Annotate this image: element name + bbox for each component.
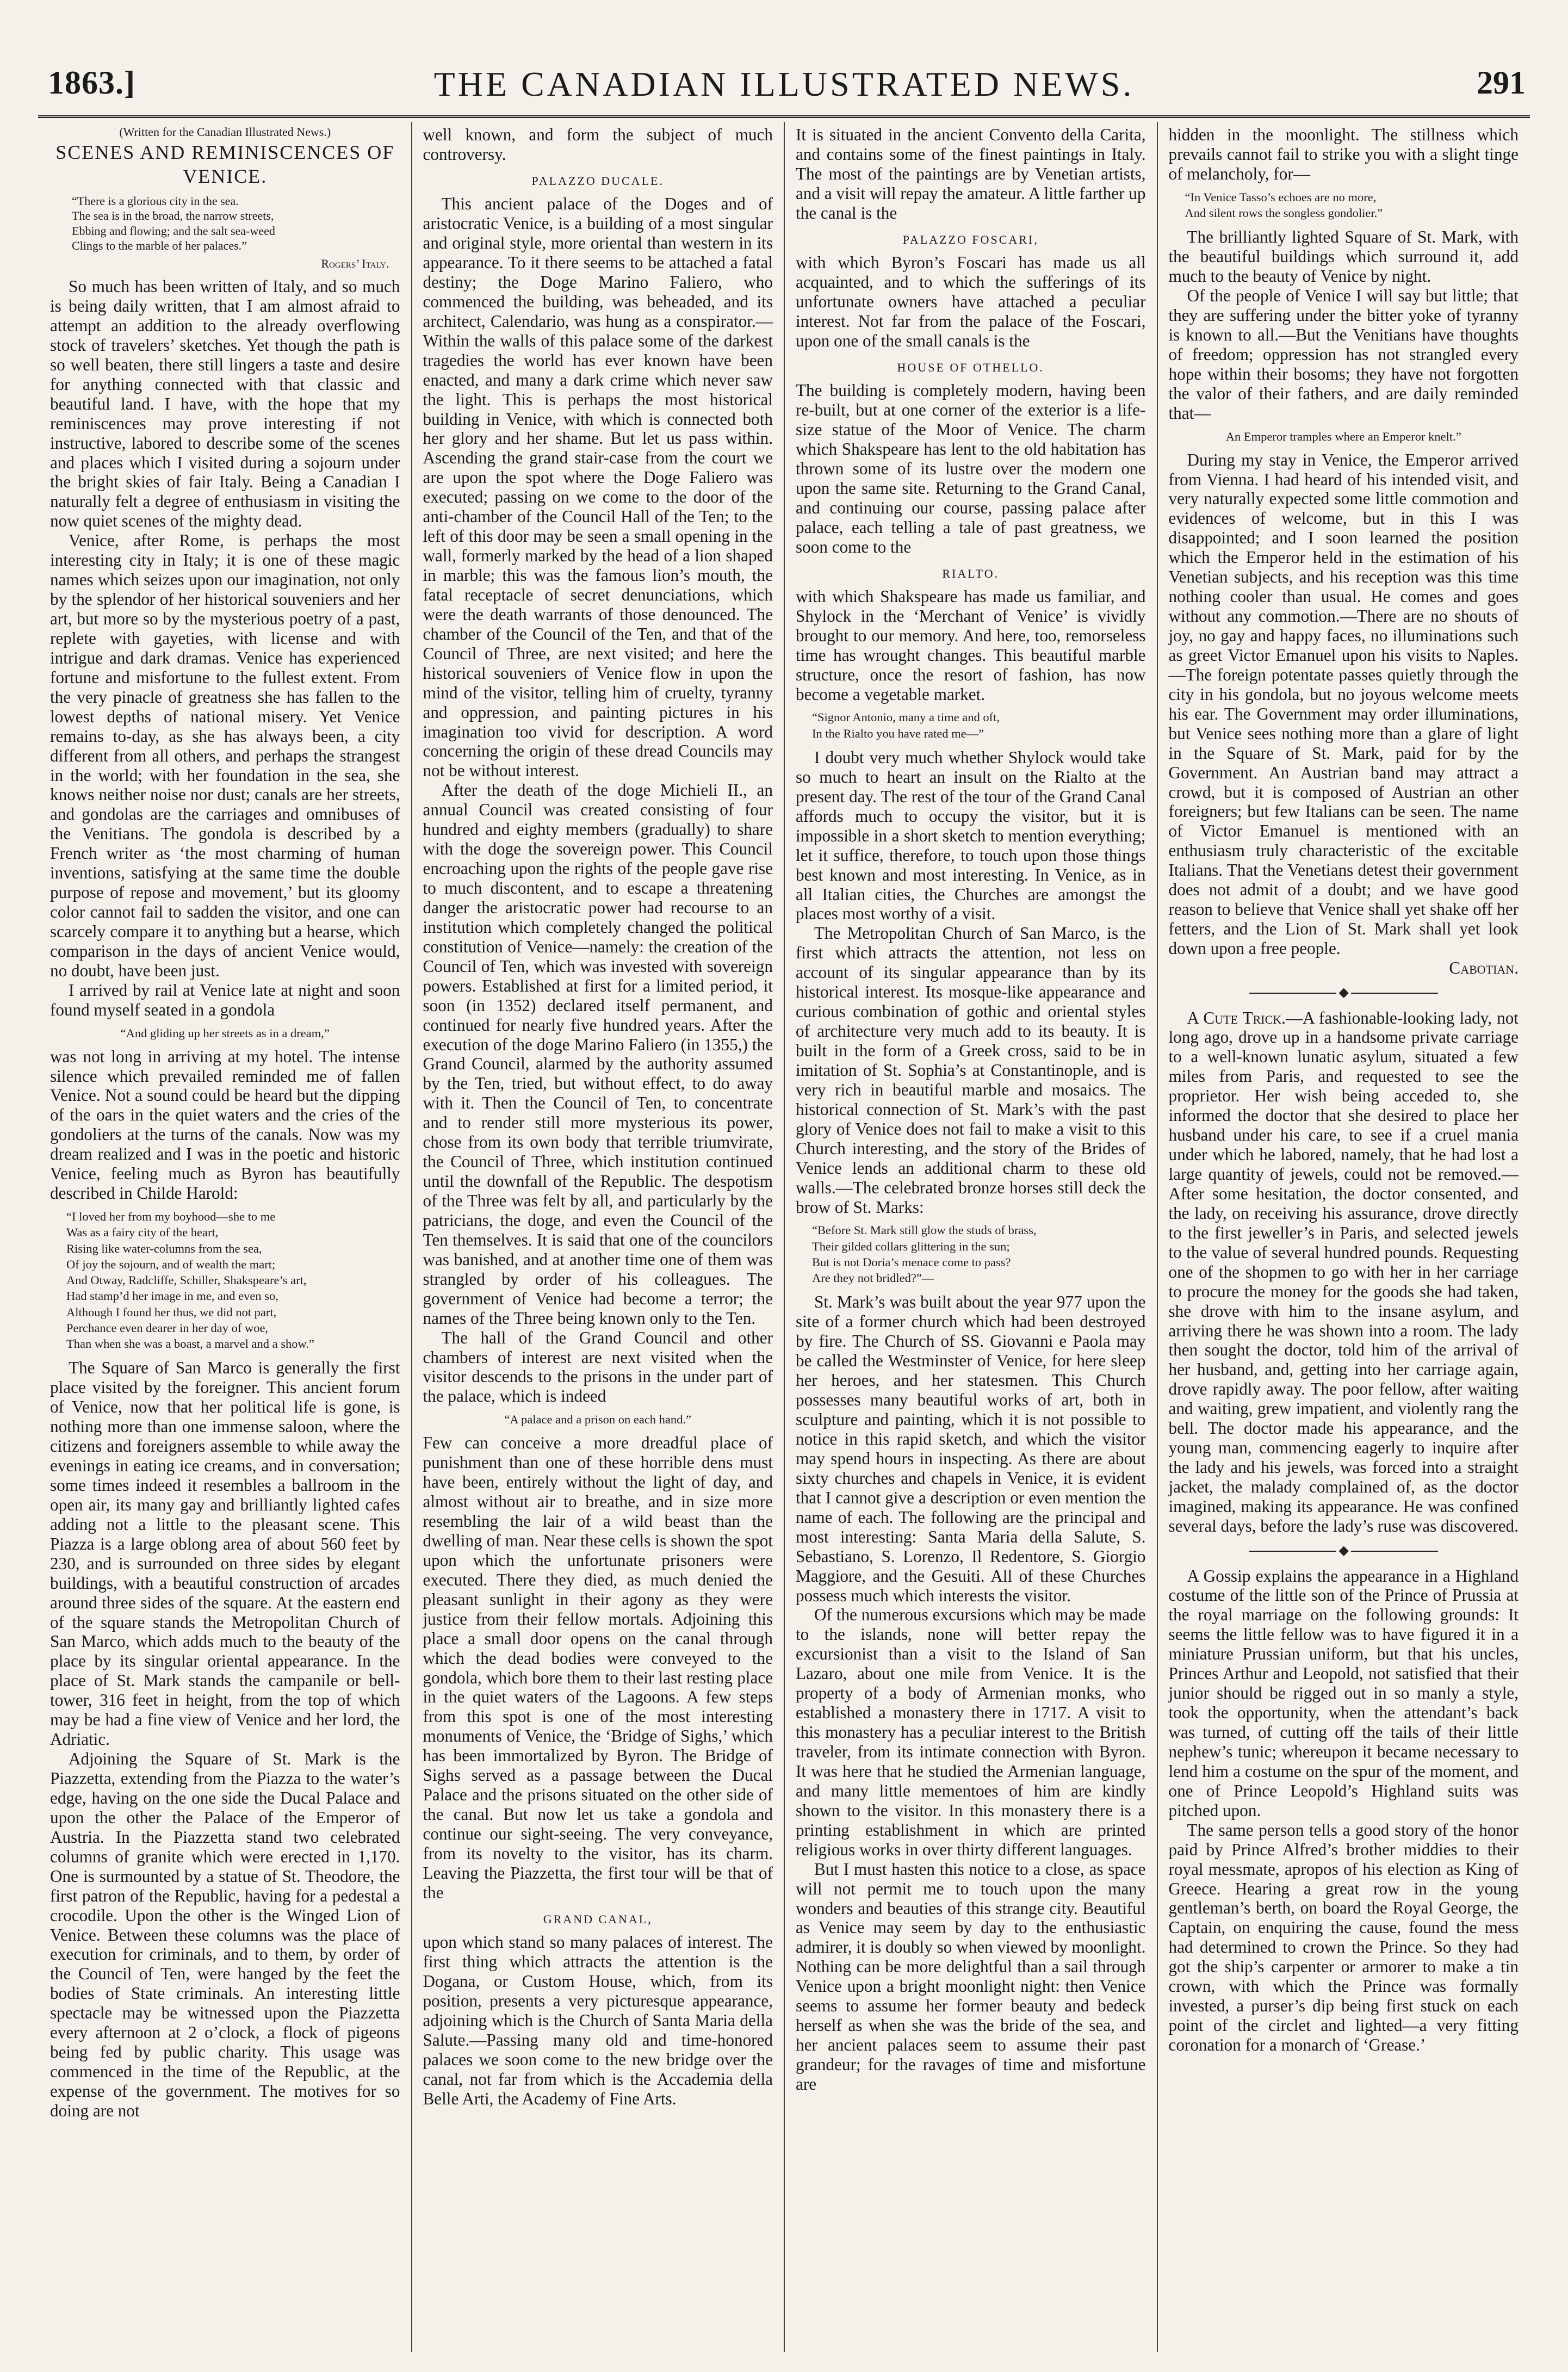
paragraph: I doubt very much whether Shylock would take so much to heart an insult on the Rialto at the present day. The rest of the tour of the Grand Canal affords much to occupy the visitor, but it is impossible in a short sketch to mention everything; let it suffice, therefore, to touch upon those things best known and most interesting. In Venice, as in all Italian cities, the Churches are amongst the places most worthy of a visit. bbox=[796, 747, 1146, 924]
paragraph: was not long in arriving at my hotel. The intense silence which prevailed reminded me of fallen Venice. Not a sound could be heard but the dipping of the oars in the quiet waters and the cries of the gondoliers at the turns of the canals. Now was my dream realized and I was in the poetic and historic Venice, feeling much as Byron has beautifully described in Childe Harold: bbox=[50, 1046, 400, 1203]
paragraph: It is situated in the ancient Convento della Carita, and contains some of the finest paintings in Italy. The most of the paintings are by Venetian artists, and a visit will repay the amateur. A little farther up the canal is the bbox=[796, 125, 1146, 222]
page-number: 291 bbox=[1477, 65, 1526, 101]
paragraph: Of the people of Venice I will say but little; that they are suffering under the bitter yoke of tyranny is known to all.—But the Venitians have thoughts of freedom; oppression has not strangled every hope within their bosoms; they have not forgotten the valor of their fathers, and are daily reminded that— bbox=[1168, 286, 1519, 423]
paragraph: The Square of San Marco is generally the first place visited by the foreigner. This ancient forum of Venice, now that her political life is gone, is nothing more than one immense saloon, where the citizens and foreigners assemble to while away the evenings in eating ice creams, and in conversation; some times indeed it resembles a ballroom in the open air, its many gay and brilliantly lighted cafes adding not a little to the pleasant scene. This Piazza is a large oblong area of about 560 feet by 230, and is surrounded on three sides by elegant buildings, with a beautiful construction of arcades around three sides of the square. At the eastern end of the square stands the Metropolitan Church of San Marco, which adds much to the beauty of the place by its singular oriental appearance. In the place of St. Mark stands the campanile or bell-tower, 316 feet in height, from the top of which may be had a fine view of Venice and her lord, the Adriatic. bbox=[50, 1358, 400, 1749]
item-lead: A Cute Trick. bbox=[1187, 1008, 1286, 1027]
paragraph: Few can conceive a more dreadful place of punishment than one of these horrible dens must have been, entirely without the light of day, and almost without air to breathe, and in size more resembling the lair of a wild beast than the dwelling of man. Near these cells is shown the spot upon which the unfortunate prisoners were executed. There they died, as much denied the pleasant sunlight in their agony as they were justice from their fellow mortals. Adjoining this place a small door opens on the canal through which the dead bodies were conveyed to the gondola, which bore them to their last resting place in the quiet waters of the Lagoons. A few steps from this spot is one of the most interesting monuments of Venice, the ‘Bridge of Sighs,’ which has been immortalized by Byron. The Bridge of Sighs served as a passage between the Ducal Palace and the prisons situated on the other side of the canal. But now let us take a gondola and continue our sight-seeing. The very conveyance, from its novelty to the visitor, has its charm. Leaving the Piazzetta, the first tour will be that of the bbox=[423, 1433, 773, 1902]
paragraph bbox=[1169, 1008, 1519, 1536]
paragraph: Of the numerous excursions which may be made to the islands, none will better repay the excursionist than a visit to the Island of San Lazaro, about one mile from Venice. It is the property of a body of Armenian monks, who established a monastery there in 1717. A visit to this monastery has a peculiar interest to the British traveler, from its intimate connection with Byron. It was here that he studied the Armenian language, and many little mementoes of him are kindly shown to the visitor. In this monastery there is a printing establishment in which are printed religious works in over thirty different languages. bbox=[796, 1605, 1146, 1859]
paragraph: The Metropolitan Church of San Marco, is the first which attracts the attention, not less on account of its singular appearance than by its historical interest. Its mosque-like appearance and curious combination of gothic and oriental styles of architecture very much add to its beauty. It is built in the form of a Greek cross, said to be in imitation of St. Sophia’s at Constantinople, and is very rich in beautiful marble and mosaics. The historical connection of St. Mark’s with the past glory of Venice does not fail to make a visit to this Church interesting, and the story of the Brides of Venice lends an additional charm to these old walls.—The celebrated bronze horses still deck the brow of St. Marks: bbox=[796, 924, 1146, 1217]
paragraph: The hall of the Grand Council and other chambers of interest are next visited when the visitor descends to the prisons in the under part of the palace, which is indeed bbox=[423, 1328, 773, 1406]
masthead-rule bbox=[38, 115, 1530, 121]
paragraph: with which Shakspeare has made us familiar, and Shylock in the ‘Merchant of Venice’ is vividly brought to our memory. And here, too, remorseless time has wrought changes. This beautiful marble structure, once the resort of fashion, has now become a vegetable market. bbox=[796, 586, 1146, 704]
section-divider: ◆ bbox=[1169, 1544, 1519, 1559]
column-3 bbox=[784, 122, 1157, 2352]
paragraph: During my stay in Venice, the Emperor arrived from Vienna. I had heard of his intended visit, and very naturally expected some little commotion and evidences of welcome, but in this I was disappointed; and I soon learned the position which the Emperor held in the estimation of his Venetian subjects, and his reception was this time nothing cooler than usual. He comes and goes without any commotion.—There are no shouts of joy, no gay and happy faces, no illuminations such as greet Victor Emanuel upon his visits to Naples.—The foreign potentate passes quietly through the city in his gondola, but no joyous welcome meets his ear. The Government may order illuminations, but Venice sees nothing more than a glare of light in the Square of St. Mark, paid for by the Government. An Austrian band may attract a crowd, but it is composed of Austrian an other foreigners; but few Italians can be seen. The name of Victor Emanuel is mentioned with an enthusiasm truly characteristic of the excitable Italians. That the Venetians detest their government does not admit of a doubt; and we have good reason to believe that Venice shall yet shake off her fetters, and the Lion of St. Mark shall yet look down upon a free people. bbox=[1168, 450, 1519, 958]
paragraph: A Gossip explains the appearance in a Highland costume of the little son of the Prince of Prussia at the royal marriage on the following grounds: It seems the little fellow was to have figured it in a miniature Prussian uniform, but that his uncles, Princes Arthur and Leopold, not satisfied that their junior should be rigged out in so manly a style, took the opportunity, when the attendant’s back was turned, of cutting off the tails of their little nephew’s tunic; whereupon it became necessary to lend him a costume on the spur of the moment, and one of Prince Leopold’s Highland suits was pitched upon. bbox=[1168, 1566, 1519, 1820]
paragraph: I arrived by rail at Venice late at night and soon found myself seated in a gondola bbox=[50, 980, 400, 1019]
paragraph: The brilliantly lighted Square of St. Mark, with the beautiful buildings which surround it, add much to the beauty of Venice by night. bbox=[1168, 227, 1519, 286]
quotation: “And gliding up her streets as in a dream,” bbox=[120, 1026, 330, 1040]
column-4 bbox=[1157, 122, 1530, 2352]
quotation: “In Venice Tasso’s echoes are no more, And silent rows the songless gondolier.” bbox=[1185, 190, 1383, 220]
quotation: “Signor Antonio, many a time and oft, In the Rialto you have rated me—” bbox=[812, 710, 1000, 740]
epigraph-attribution: Rogers’ Italy. bbox=[321, 256, 389, 270]
paragraph: The same person tells a good story of the honor paid by Prince Alfred’s brother middies to their royal messmate, apropos of his election as King of Greece. Hearing a great row in the young gentleman’s berth, on board the Royal George, the Captain, on enquiring the cause, found the mess had determined to crown the Prince. So they had got the ship’s carpenter or armorer to make a tin crown, with which the Prince was formally invested, a purser’s dip being first stuck on each point of the circlet and lighted—a very fitting coronation for a monarch of ‘Grease.’ bbox=[1168, 1820, 1519, 2054]
paragraph: Venice, after Rome, is perhaps the most interesting city in Italy; it is one of these magic names which seizes upon our imagination, not only by the splendor of her historical souveniers and her art, but more so by the mysterious poetry of a past, replete with gayeties, with license and with intrigue and dark dramas. Venice has experienced fortune and misfortune to the fullest extent. From the very pinacle of greatness she has fallen to the lowest depths of national misery. Yet Venice remains to-day, as she has always been, a city different from all others, and perhaps the strangest in the world; with her foundation in the sea, she knows neither noise nor dust; canals are her streets, and gondolas are the carriages and omnibuses of the Venitians. The gondola is described by a French writer as ‘the most charming of human inventions, satisfying at the same time the double purpose of repose and movement,’ but its gloomy color cannot fail to sadden the visitor, and one can scarcely compare it to anything but a hearse, which comparison in the days of ancient Venice would, no doubt, have been just. bbox=[50, 531, 400, 980]
author-signature: Cabotian. bbox=[1449, 958, 1519, 977]
subheading-house-of-othello: HOUSE OF OTHELLO. bbox=[897, 360, 1044, 374]
quotation: An Emperor tramples where an Emperor knelt.” bbox=[1225, 429, 1461, 443]
paragraph: But I must hasten this notice to a close, as space will not permit me to touch upon the many wonders and beauties of this strange city. Beautiful as Venice may seem by day to the enthusiastic admirer, it is doubly so when viewed by moonlight. Nothing can be more delightful than a sail through Venice upon a bright moonlight night: then Venice seems to assume her former beauty and bedeck herself as when she was the bride of the sea, and her ancient palaces seem to assume their past grandeur; for the ravages of time and misfortune are bbox=[796, 1859, 1146, 2094]
column-1 bbox=[39, 122, 411, 2352]
paragraph: with which Byron’s Foscari has made us all acquainted, and to which the sufferings of its unfortunate owners have attached a peculiar interest. Not far from the palace of the Foscari, upon one of the small canals is the bbox=[796, 253, 1146, 350]
column-2 bbox=[411, 122, 784, 2352]
subheading-palazzo-ducale: PALAZZO DUCALE. bbox=[531, 174, 664, 188]
paragraph: So much has been written of Italy, and so much is being daily written, that I am almost afraid to attempt an addition to the already overflowing stock of travelers’ sketches. Yet though the path is so well beaten, there still lingers a taste and desire for anything connected with that classic and beautiful land. I have, with the hope that my reminiscences may prove interesting if not instructive, labored to describe some of the scenes and places which I visited during a sojourn under the bright skies of fair Italy. Being a Canadian I naturally felt a degree of enthusiasm in visiting the now quiet scenes of the mighty dead. bbox=[50, 277, 400, 531]
paragraph: upon which stand so many palaces of interest. The first thing which attracts the attention is the Dogana, or Custom House, which, from its position, presents a very picturesque appearance, adjoining which is the Church of Santa Maria della Salute.—Passing many old and time-honored palaces we soon come to the new bridge over the canal, not far from which is the Accademia della Belle Arti, the Academy of Fine Arts. bbox=[423, 1933, 773, 2108]
newspaper-title: THE CANADIAN ILLUSTRATED NEWS. bbox=[433, 65, 1135, 103]
quotation: “Before St. Mark still glow the studs of brass, Their gilded collars glittering in the sun; But is not Doria’s menace come to pass? Are they not bridled?”— bbox=[812, 1223, 1037, 1285]
paragraph: Adjoining the Square of St. Mark is the Piazzetta, extending from the Piazza to the water’s edge, having on the one side the Ducal Palace and upon the other the Palace of the Emperor of Austria. In the Piazzetta stand two celebrated columns of granite which were erected in 1,170. One is surmounted by a statue of St. Theodore, the first patron of the Republic, having for a pedestal a crocodile. Upon the other is the Winged Lion of Venice. Between these columns was the place of execution for criminals, and to them, by order of the Council of Ten, were hanged by the feet the bodies of State criminals. An interesting little spectacle may be witnessed upon the Piazzetta every afternoon at 2 o’clock, a flock of pigeons being fed by public charity. This usage was commenced in the time of the Republic, at the expense of the government. The motives for so doing are not bbox=[50, 1749, 400, 2120]
section-divider: ◆ bbox=[1169, 986, 1519, 1001]
paragraph: After the death of the doge Michieli II., an annual Council was created consisting of four hundred and eighty members (gradually) to share with the doge the sovereign power. This Council encroaching upon the rights of the people gave rise to much discontent, and to escape a threatening danger the aristocratic power had recourse to an institution which completely changed the political constitution of Venice—namely: the creation of the Council of Ten, which was invested with sovereign powers. Established at first for a limited period, it soon (in 1352) declared itself permanent, and continued for nearly five hundred years. After the execution of the doge Marino Faliero (in 1355,) the Grand Council, alarmed by the authority assumed by the Ten, tried, but without effect, to do away with it. Then the Council of Ten, to concentrate and to render still more mysterious its power, chose from its own body that terrible triumvirate, the Council of Three, which institution continued until the downfall of the Republic. The despotism of the Three was felt by all, and particularly by the patricians, the doge, and even the Council of the Ten themselves. It is said that one of the councilors was banished, and at another time one of them was strangled by order of his colleagues. The government of Venice had become a terror; the names of the Three being known only to the Ten. bbox=[423, 781, 773, 1328]
article-credit: (Written for the Canadian Illustrated News.) bbox=[119, 125, 331, 139]
paragraph: hidden in the moonlight. The stillness which prevails cannot fail to strike you with a slight tinge of melancholy, for— bbox=[1168, 125, 1519, 183]
subheading-rialto: RIALTO. bbox=[942, 566, 1000, 580]
byron-quotation: “I loved her from my boyhood—she to me Was as a fairy city of the heart, Rising like water-columns from the sea, Of joy the sojourn, and of wealth the mart; And Otway, Radcliffe, Schiller, Shakspeare’s art, Had stamp’d her image in me, and even so, Although I found her thus, we did not part, Perchance even dearer in her day of woe, Than when she was a boast, a marvel and a show.” bbox=[66, 1210, 314, 1351]
masthead bbox=[27, 64, 1541, 113]
paragraph: The building is completely modern, having been re-built, but at one corner of the exterior is a life-size statue of the Moor of Venice. The charm which Shakspeare has lent to the old habitation has thrown some of its lustre over the modern one upon the same site. Returning to the Grand Canal, and continuing our course, passing palace after palace, each telling a tale of past greatness, we soon come to the bbox=[796, 381, 1146, 556]
quotation: “A palace and a prison on each hand.” bbox=[504, 1413, 692, 1427]
article-title: SCENES AND REMINISCENCES OF VENICE. bbox=[55, 141, 395, 187]
paragraph: well known, and form the subject of much controversy. bbox=[423, 125, 773, 164]
issue-year: 1863.] bbox=[48, 65, 135, 101]
paragraph: St. Mark’s was built about the year 977 upon the site of a former church which had been destroyed by fire. The Church of SS. Giovanni e Paola may be called the Westminster of Venice, for here sleep her heroes, and her statesmen. This Church possesses many beautiful works of art, both in sculpture and painting, which it is not possible to notice in this rapid sketch, and which the visitor may spend hours in inspecting. As there are about sixty churches and chapels in Venice, it is evident that I cannot give a description or even mention the name of each. The following are the principal and most interesting: Santa Maria della Salute, S. Sebastiano, S. Lorenzo, Il Redentore, S. Giorgio Maggiore, and the Gesuiti. All of these Churches possess much which interests the visitor. bbox=[796, 1292, 1146, 1605]
paragraph: This ancient palace of the Doges and of aristocratic Venice, is a building of a most singular and original style, more oriental than western in its appearance. To it there seems to be attached a fatal destiny; the Doge Marino Faliero, who commenced the building, was beheaded, and its architect, Calendario, was hung as a conspirator.—Within the walls of this palace some of the darkest tragedies the world has ever known have been enacted, and many a dark crime which never saw the light. This is perhaps the most historical building in Venice, with which is connected both her glory and her shame. But let us pass within. Ascending the grand stair-case from the court we are upon the spot where the Doge Faliero was executed; passing on we come to the door of the anti-chamber of the Council Hall of the Ten; to the left of this door may be seen a small opening in the wall, formerly marked by the head of a lion shaped in marble; this was the famous lion’s mouth, the fatal receptacle of secret denunciations, which were the death warrants of those denounced. The chamber of the Council of the Ten, and that of the Council of Three, are next visited; and here the historical souveniers of Venice flow in upon the mind of the visitor, telling him of cruelty, tyranny and oppression, and painting pictures in his imagination too vivid for description. A word concerning the origin of these dread Councils may not be without interest. bbox=[423, 194, 773, 781]
item-text: —A fashionable-looking lady, not long ago, drove up in a handsome private carriage to a well-known lunatic asylum, situated a few miles from Paris, and requested to see the proprietor. Her wish being acceded to, she informed the doctor that she desired to place her husband under his care, to see if a cruel mania under which he labored, namely, that he had lost a large quantity of jewels, could not be removed.—After some hesitation, the doctor consented, and the lady, on receiving his assurance, drove directly to the first jeweller’s in Paris, and selected jewels to the value of several hundred pounds. Requesting one of the shopmen to go with her in her carriage to procure the money for the goods she had taken, she drove with him to the insane asylum, and arriving there he was shown into a room. The lady then sought the doctor, told him of the arrival of her husband, and, getting into her carriage again, drove rapidly away. The poor fellow, after waiting and waiting, grew impatient, and violently rang the bell. The doctor made his appearance, and the young man, commencing eagerly to inquire after the lady and his jewels, was forced into a straight jacket, the malady complained of, as the doctor imagined, making its appearance. He was confined several days, before the lady’s ruse was discovered. bbox=[1168, 1008, 1519, 1535]
columns bbox=[39, 122, 1529, 2352]
subheading-grand-canal: GRAND CANAL, bbox=[543, 1912, 653, 1926]
epigraph: “There is a glorious city in the sea. The sea is in the broad, the narrow streets, Ebbing and flowing; and the salt sea-weed Clings to the marble of her palaces.” bbox=[72, 194, 275, 253]
subheading-palazzo-foscari: PALAZZO FOSCARI, bbox=[902, 232, 1039, 246]
